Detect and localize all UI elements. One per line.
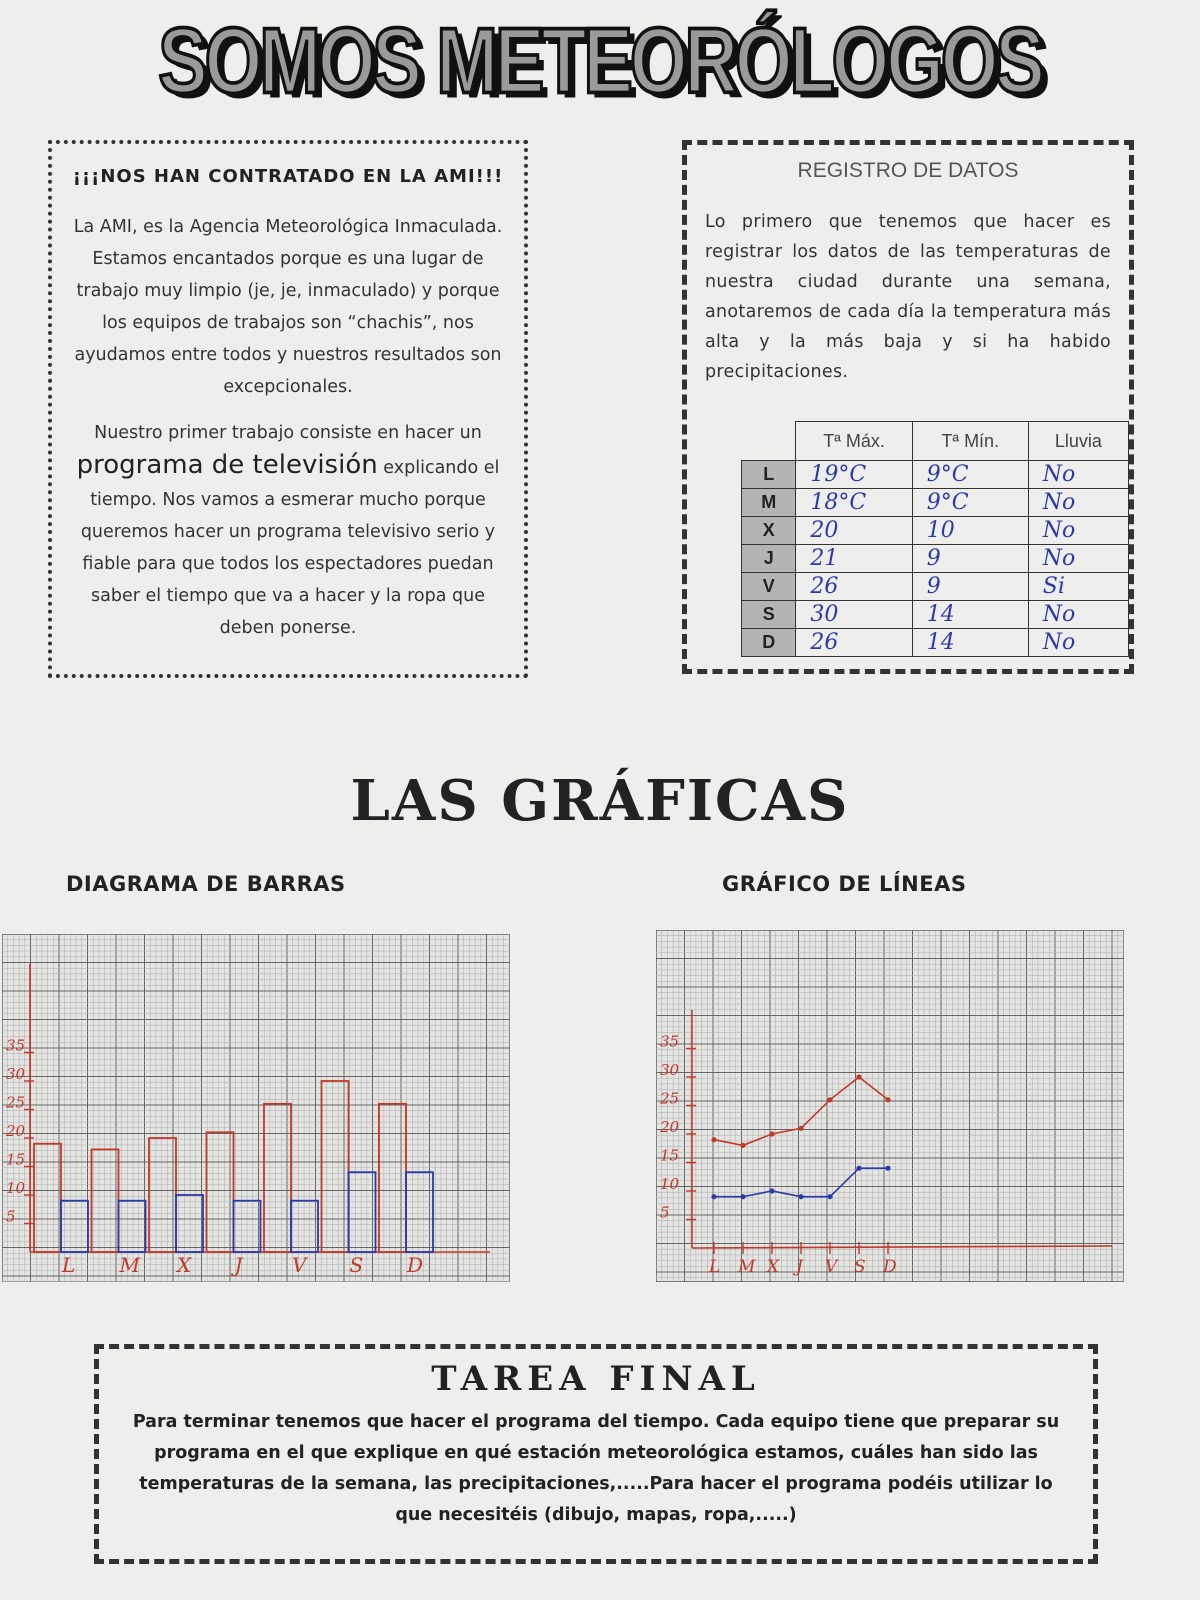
x-tick-label: M xyxy=(738,1257,756,1277)
tarea-title: TAREA FINAL xyxy=(431,1359,761,1399)
rain-cell: No xyxy=(1028,601,1128,629)
rain-cell: No xyxy=(1028,489,1128,517)
y-tick-label: 15 xyxy=(660,1146,680,1165)
max-cell: 26 xyxy=(796,629,912,657)
page-title: SOMOS METEORÓLOGOS xyxy=(158,8,1042,113)
y-tick-label: 10 xyxy=(660,1175,680,1193)
table-row xyxy=(742,601,1129,629)
y-tick-label: 25 xyxy=(660,1089,680,1108)
data-point-max xyxy=(885,1097,890,1102)
min-cell: 14 xyxy=(912,629,1028,657)
table-header-row xyxy=(742,422,1129,461)
y-tick-label: 25 xyxy=(6,1093,26,1112)
data-point-min xyxy=(711,1194,716,1199)
data-point-min xyxy=(856,1166,861,1171)
rain-cell: No xyxy=(1028,629,1128,657)
registro-title: REGISTRO DE DATOS xyxy=(797,159,1019,182)
x-tick-label: L xyxy=(709,1257,721,1277)
data-point-min xyxy=(798,1194,803,1199)
table-row xyxy=(742,517,1129,545)
day-cell: V xyxy=(742,573,796,601)
graficas-title: LAS GRÁFICAS xyxy=(350,768,850,834)
data-point-min xyxy=(827,1194,832,1199)
bar-chart xyxy=(2,934,510,1282)
ami-p2-after: explicando el tiempo. Nos vamos a esmerar mucho porque queremos hacer un programa televisivo serio y fiable para que todos los espectadores puedan saber el tiempo que va a hacer y la ropa que deben ponerse. xyxy=(80,458,500,638)
day-cell: L xyxy=(742,461,796,489)
data-point-min xyxy=(740,1194,745,1199)
x-tick-label: D xyxy=(407,1253,424,1277)
min-cell: 9 xyxy=(912,545,1028,573)
rain-cell: No xyxy=(1028,517,1128,545)
table-row xyxy=(742,573,1129,601)
x-tick-label: M xyxy=(119,1253,140,1277)
header-rain: Lluvia xyxy=(1028,422,1128,461)
max-cell: 26 xyxy=(796,573,912,601)
x-tick-label: X xyxy=(177,1253,192,1277)
min-cell: 14 xyxy=(912,601,1028,629)
y-tick-label: 30 xyxy=(6,1065,26,1083)
table-corner xyxy=(742,422,796,461)
data-point-max xyxy=(711,1137,716,1142)
table-row xyxy=(742,629,1129,657)
y-tick-label: 20 xyxy=(6,1122,26,1140)
registro-text: Lo primero que tenemos que hacer es registrar los datos de las temperaturas de nuestra ciudad durante una semana, anotaremos de cada día la temperatura más alta y la más baja y si ha habido precipitaciones. xyxy=(705,212,1111,382)
max-cell: 30 xyxy=(796,601,912,629)
day-cell: X xyxy=(742,517,796,545)
data-point-max xyxy=(798,1126,803,1131)
y-tick-label: 5 xyxy=(660,1203,670,1222)
table-row xyxy=(742,461,1129,489)
ami-p2-before: Nuestro primer trabajo consiste en hacer un xyxy=(94,423,482,443)
tarea-final-box xyxy=(94,1344,1098,1564)
rain-cell: Si xyxy=(1028,573,1128,601)
table-row xyxy=(742,489,1129,517)
rain-cell: No xyxy=(1028,545,1128,573)
x-tick-label: D xyxy=(883,1257,897,1277)
data-point-min xyxy=(769,1188,774,1193)
temperature-table xyxy=(741,421,1129,657)
data-point-max xyxy=(769,1131,774,1136)
x-tick-label: V xyxy=(292,1253,307,1277)
y-tick-label: 20 xyxy=(660,1118,680,1136)
max-cell: 21 xyxy=(796,545,912,573)
header-min: Tª Mín. xyxy=(912,422,1028,461)
min-cell: 9 xyxy=(912,573,1028,601)
y-tick-label: 15 xyxy=(6,1150,26,1169)
data-point-max xyxy=(740,1143,745,1148)
ami-paragraph-1: La AMI, es la Agencia Meteorológica Inmaculada. Estamos encantados porque es una lugar de trabajo muy limpio (je, je, inmaculado) y porque los equipos de trabajos son “chachis”, nos ayudamos entre todos y nuestros resultados son excepcionales. xyxy=(73,217,503,397)
line-chart-title: GRÁFICO DE LÍNEAS xyxy=(722,872,967,896)
data-point-max xyxy=(827,1097,832,1102)
x-tick-label: V xyxy=(825,1257,838,1277)
ami-heading: ¡¡¡NOS HAN CONTRATADO EN LA AMI!!! xyxy=(72,166,504,187)
ami-info-box xyxy=(48,140,528,678)
x-tick-label: S xyxy=(854,1257,866,1277)
day-cell: M xyxy=(742,489,796,517)
min-cell: 10 xyxy=(912,517,1028,545)
bar-chart-title: DIAGRAMA DE BARRAS xyxy=(66,872,346,896)
day-cell: D xyxy=(742,629,796,657)
x-tick-label: J xyxy=(234,1253,243,1277)
grid-background xyxy=(656,930,1124,1282)
y-tick-label: 5 xyxy=(6,1207,16,1226)
header-max: Tª Máx. xyxy=(796,422,912,461)
line-chart xyxy=(656,930,1124,1282)
tv-program-highlight: programa de televisión xyxy=(76,450,378,480)
rain-cell: No xyxy=(1028,461,1128,489)
x-tick-label: X xyxy=(767,1257,780,1277)
ami-paragraph-2 xyxy=(66,417,510,644)
table-row xyxy=(742,545,1129,573)
min-cell: 9°C xyxy=(912,489,1028,517)
min-cell: 9°C xyxy=(912,461,1028,489)
day-cell: J xyxy=(742,545,796,573)
day-cell: S xyxy=(742,601,796,629)
y-tick-label: 10 xyxy=(6,1179,26,1197)
registro-box xyxy=(682,140,1134,674)
x-tick-label: L xyxy=(62,1253,76,1277)
y-tick-label: 35 xyxy=(6,1036,26,1055)
max-cell: 19°C xyxy=(796,461,912,489)
data-point-min xyxy=(885,1166,890,1171)
tarea-text: Para terminar tenemos que hacer el programa del tiempo. Cada equipo tiene que preparar su programa en el que explique en qué estación meteorológica estamos, cuáles han sido las temperaturas de la semana, las precipitaciones,.....Para hacer el programa podéis utilizar lo que necesitéis (dibujo, mapas, ropa,.....) xyxy=(132,1412,1060,1525)
max-cell: 18°C xyxy=(796,489,912,517)
data-point-max xyxy=(856,1074,861,1079)
y-tick-label: 30 xyxy=(660,1061,680,1079)
y-tick-label: 35 xyxy=(660,1032,680,1051)
x-tick-label: S xyxy=(349,1253,364,1277)
max-cell: 20 xyxy=(796,517,912,545)
x-tick-label: J xyxy=(796,1257,803,1277)
